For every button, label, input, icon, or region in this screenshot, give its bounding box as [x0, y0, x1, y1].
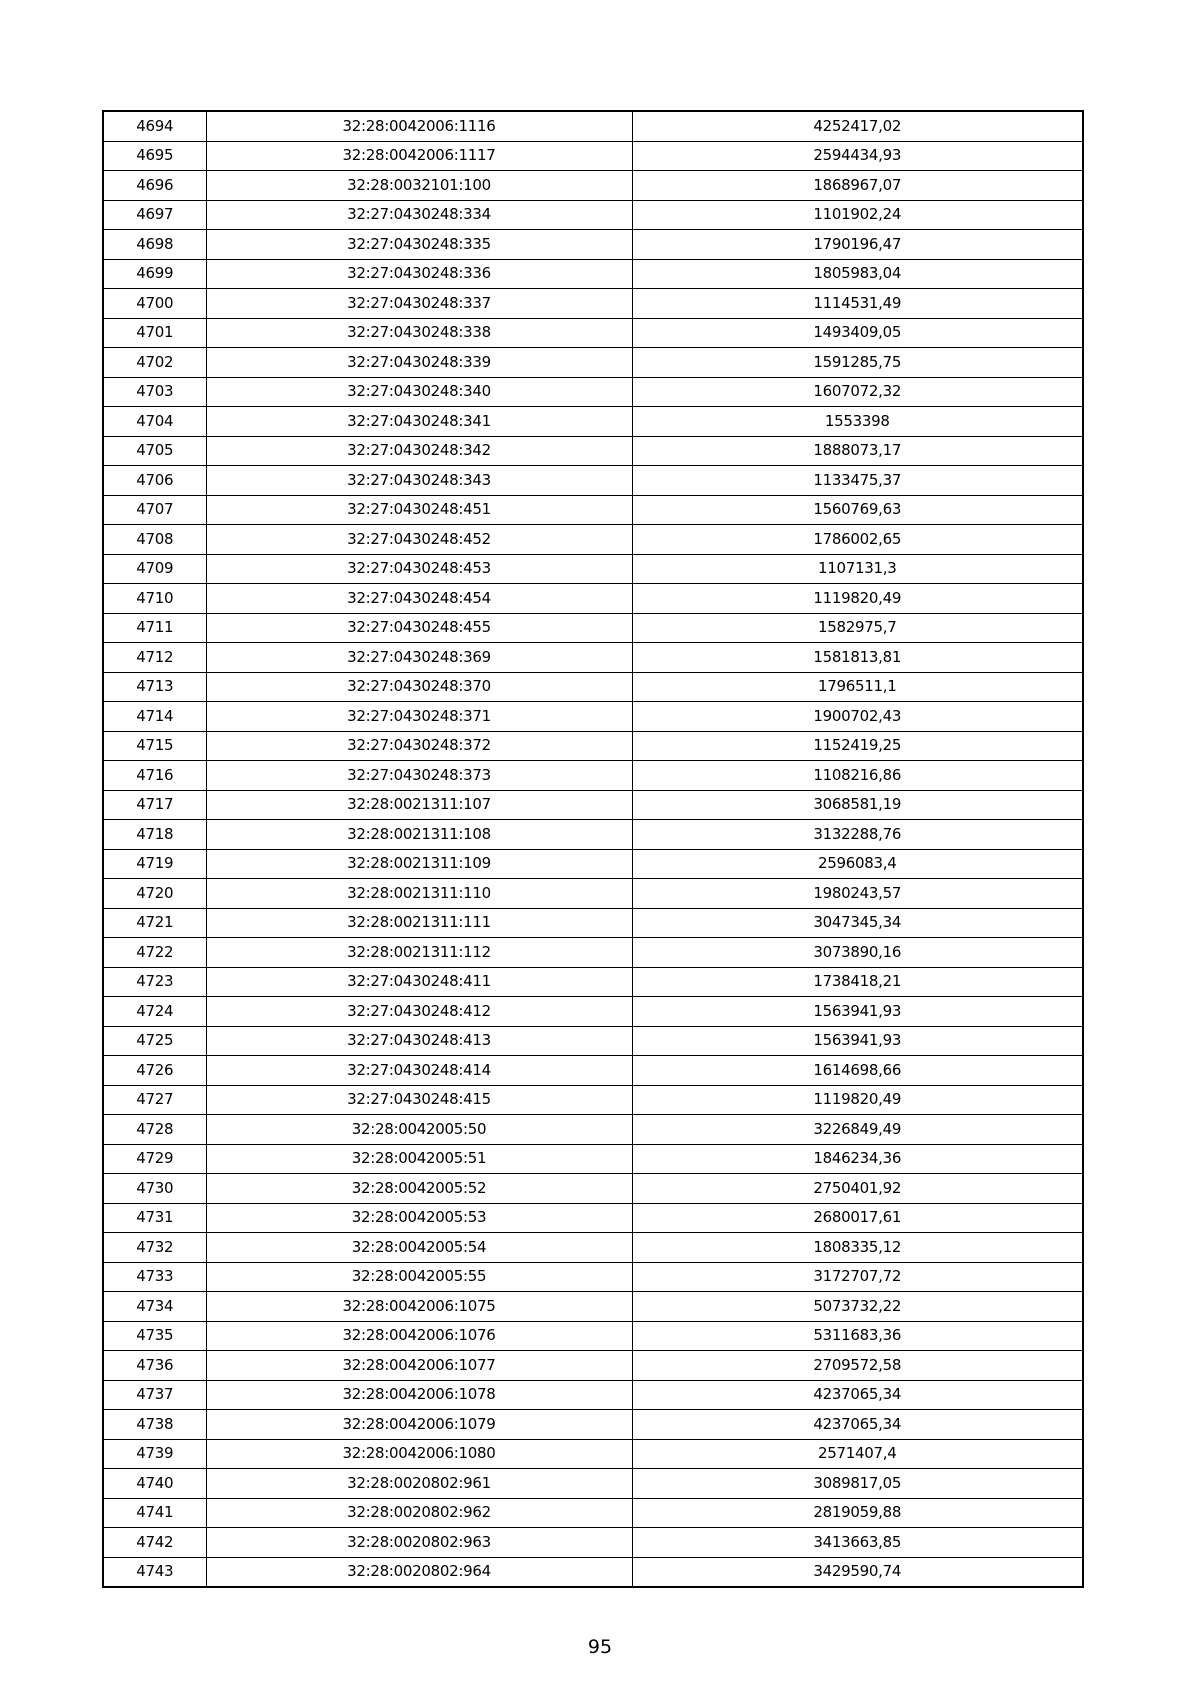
cadastral-number-cell: 32:28:0021311:107 [206, 790, 632, 820]
row-number-cell: 4733 [103, 1262, 206, 1292]
table-row [103, 613, 1083, 643]
cadastral-number-cell: 32:28:0042005:54 [206, 1233, 632, 1263]
table-row [103, 820, 1083, 850]
row-number-cell: 4713 [103, 672, 206, 702]
row-number-cell: 4710 [103, 584, 206, 614]
cadastral-number-cell: 32:28:0042005:52 [206, 1174, 632, 1204]
cadastral-value-cell: 1738418,21 [632, 967, 1083, 997]
cadastral-number-cell: 32:28:0042006:1077 [206, 1351, 632, 1381]
cadastral-number-cell: 32:28:0020802:964 [206, 1557, 632, 1587]
table-row [103, 171, 1083, 201]
cadastral-value-cell: 5073732,22 [632, 1292, 1083, 1322]
table-row [103, 1056, 1083, 1086]
cadastral-value-cell: 4252417,02 [632, 111, 1083, 141]
cadastral-number-cell: 32:27:0430248:338 [206, 318, 632, 348]
cadastral-number-cell: 32:27:0430248:341 [206, 407, 632, 437]
cadastral-value-cell: 1107131,3 [632, 554, 1083, 584]
row-number-cell: 4721 [103, 908, 206, 938]
cadastral-value-cell: 4237065,34 [632, 1380, 1083, 1410]
cadastral-value-cell: 2819059,88 [632, 1498, 1083, 1528]
cadastral-value-cell: 1888073,17 [632, 436, 1083, 466]
table-row [103, 1498, 1083, 1528]
cadastral-number-cell: 32:27:0430248:414 [206, 1056, 632, 1086]
row-number-cell: 4726 [103, 1056, 206, 1086]
cadastral-number-cell: 32:27:0430248:340 [206, 377, 632, 407]
row-number-cell: 4740 [103, 1469, 206, 1499]
cadastral-number-cell: 32:28:0020802:961 [206, 1469, 632, 1499]
table-row [103, 1144, 1083, 1174]
cadastral-value-cell: 3089817,05 [632, 1469, 1083, 1499]
cadastral-value-cell: 1846234,36 [632, 1144, 1083, 1174]
cadastral-number-cell: 32:27:0430248:371 [206, 702, 632, 732]
cadastral-value-cell: 2571407,4 [632, 1439, 1083, 1469]
table-row [103, 879, 1083, 909]
row-number-cell: 4737 [103, 1380, 206, 1410]
table-row [103, 377, 1083, 407]
row-number-cell: 4738 [103, 1410, 206, 1440]
row-number-cell: 4724 [103, 997, 206, 1027]
row-number-cell: 4703 [103, 377, 206, 407]
cadastral-value-cell: 3068581,19 [632, 790, 1083, 820]
table-row [103, 348, 1083, 378]
table-row [103, 230, 1083, 260]
cadastral-value-cell: 3172707,72 [632, 1262, 1083, 1292]
row-number-cell: 4720 [103, 879, 206, 909]
cadastral-number-cell: 32:28:0042006:1078 [206, 1380, 632, 1410]
cadastral-number-cell: 32:28:0042005:55 [206, 1262, 632, 1292]
row-number-cell: 4718 [103, 820, 206, 850]
table-row [103, 643, 1083, 673]
cadastral-value-cell: 1119820,49 [632, 584, 1083, 614]
cadastral-value-cell: 1493409,05 [632, 318, 1083, 348]
table-row [103, 200, 1083, 230]
cadastral-value-cell: 1581813,81 [632, 643, 1083, 673]
row-number-cell: 4725 [103, 1026, 206, 1056]
table-row [103, 761, 1083, 791]
table-row [103, 584, 1083, 614]
cadastral-number-cell: 32:27:0430248:454 [206, 584, 632, 614]
table-row [103, 1203, 1083, 1233]
cadastral-value-cell: 1868967,07 [632, 171, 1083, 201]
cadastral-number-cell: 32:27:0430248:342 [206, 436, 632, 466]
cadastral-number-cell: 32:27:0430248:369 [206, 643, 632, 673]
table-row [103, 1351, 1083, 1381]
cadastral-number-cell: 32:27:0430248:452 [206, 525, 632, 555]
cadastral-value-cell: 1805983,04 [632, 259, 1083, 289]
table-row [103, 259, 1083, 289]
cadastral-value-cell: 1101902,24 [632, 200, 1083, 230]
table-row [103, 436, 1083, 466]
cadastral-value-cell: 1607072,32 [632, 377, 1083, 407]
row-number-cell: 4735 [103, 1321, 206, 1351]
cadastral-number-cell: 32:28:0020802:962 [206, 1498, 632, 1528]
cadastral-number-cell: 32:27:0430248:343 [206, 466, 632, 496]
row-number-cell: 4694 [103, 111, 206, 141]
cadastral-number-cell: 32:28:0020802:963 [206, 1528, 632, 1558]
row-number-cell: 4714 [103, 702, 206, 732]
table-row [103, 790, 1083, 820]
row-number-cell: 4715 [103, 731, 206, 761]
cadastral-value-cell: 1108216,86 [632, 761, 1083, 791]
cadastral-number-cell: 32:27:0430248:336 [206, 259, 632, 289]
cadastral-number-cell: 32:28:0042005:51 [206, 1144, 632, 1174]
cadastral-value-cell: 4237065,34 [632, 1410, 1083, 1440]
cadastral-value-cell: 1553398 [632, 407, 1083, 437]
cadastral-number-cell: 32:27:0430248:339 [206, 348, 632, 378]
cadastral-number-cell: 32:27:0430248:411 [206, 967, 632, 997]
row-number-cell: 4704 [103, 407, 206, 437]
row-number-cell: 4711 [103, 613, 206, 643]
cadastral-value-cell: 1900702,43 [632, 702, 1083, 732]
cadastral-number-cell: 32:27:0430248:412 [206, 997, 632, 1027]
row-number-cell: 4729 [103, 1144, 206, 1174]
table-row [103, 1085, 1083, 1115]
table-row [103, 731, 1083, 761]
cadastral-value-cell: 1790196,47 [632, 230, 1083, 260]
cadastral-number-cell: 32:27:0430248:413 [206, 1026, 632, 1056]
table-row [103, 1528, 1083, 1558]
cadastral-value-cell: 1786002,65 [632, 525, 1083, 555]
cadastral-value-cell: 2596083,4 [632, 849, 1083, 879]
row-number-cell: 4706 [103, 466, 206, 496]
table-row [103, 702, 1083, 732]
table-body [103, 111, 1083, 1587]
cadastral-number-cell: 32:27:0430248:337 [206, 289, 632, 319]
table-row [103, 1439, 1083, 1469]
cadastral-number-cell: 32:28:0032101:100 [206, 171, 632, 201]
table-row [103, 554, 1083, 584]
row-number-cell: 4699 [103, 259, 206, 289]
row-number-cell: 4743 [103, 1557, 206, 1587]
row-number-cell: 4698 [103, 230, 206, 260]
table-row [103, 407, 1083, 437]
cadastral-number-cell: 32:27:0430248:334 [206, 200, 632, 230]
cadastral-value-cell: 3073890,16 [632, 938, 1083, 968]
table-row [103, 1115, 1083, 1145]
table-row [103, 1292, 1083, 1322]
cadastral-value-cell: 1119820,49 [632, 1085, 1083, 1115]
cadastral-number-cell: 32:28:0042006:1079 [206, 1410, 632, 1440]
row-number-cell: 4739 [103, 1439, 206, 1469]
row-number-cell: 4707 [103, 495, 206, 525]
cadastral-value-cell: 3047345,34 [632, 908, 1083, 938]
row-number-cell: 4723 [103, 967, 206, 997]
cadastral-number-cell: 32:28:0042006:1117 [206, 141, 632, 171]
cadastral-number-cell: 32:28:0042006:1075 [206, 1292, 632, 1322]
row-number-cell: 4696 [103, 171, 206, 201]
cadastral-number-cell: 32:28:0042006:1116 [206, 111, 632, 141]
cadastral-number-cell: 32:28:0021311:110 [206, 879, 632, 909]
cadastral-number-cell: 32:28:0021311:109 [206, 849, 632, 879]
table-row [103, 1321, 1083, 1351]
cadastral-number-cell: 32:27:0430248:372 [206, 731, 632, 761]
cadastral-number-cell: 32:28:0021311:111 [206, 908, 632, 938]
cadastral-number-cell: 32:28:0042005:53 [206, 1203, 632, 1233]
table-row [103, 289, 1083, 319]
table-row [103, 1557, 1083, 1587]
page-number: 95 [587, 1636, 613, 1658]
cadastral-value-cell: 1133475,37 [632, 466, 1083, 496]
cadastral-value-cell: 1614698,66 [632, 1056, 1083, 1086]
cadastral-value-cell: 1563941,93 [632, 1026, 1083, 1056]
table-row [103, 1262, 1083, 1292]
table-row [103, 318, 1083, 348]
table-row [103, 1233, 1083, 1263]
row-number-cell: 4701 [103, 318, 206, 348]
row-number-cell: 4728 [103, 1115, 206, 1145]
row-number-cell: 4731 [103, 1203, 206, 1233]
cadastral-number-cell: 32:28:0021311:112 [206, 938, 632, 968]
cadastral-number-cell: 32:28:0042006:1080 [206, 1439, 632, 1469]
table-row [103, 938, 1083, 968]
cadastral-value-cell: 1980243,57 [632, 879, 1083, 909]
cadastral-number-cell: 32:27:0430248:370 [206, 672, 632, 702]
row-number-cell: 4722 [103, 938, 206, 968]
row-number-cell: 4717 [103, 790, 206, 820]
cadastral-number-cell: 32:28:0042006:1076 [206, 1321, 632, 1351]
table-row [103, 672, 1083, 702]
row-number-cell: 4697 [103, 200, 206, 230]
row-number-cell: 4727 [103, 1085, 206, 1115]
row-number-cell: 4730 [103, 1174, 206, 1204]
table-row [103, 495, 1083, 525]
cadastral-value-table [102, 110, 1084, 1588]
table-row [103, 1174, 1083, 1204]
cadastral-number-cell: 32:27:0430248:451 [206, 495, 632, 525]
cadastral-value-cell: 1796511,1 [632, 672, 1083, 702]
cadastral-value-cell: 1591285,75 [632, 348, 1083, 378]
cadastral-number-cell: 32:28:0042005:50 [206, 1115, 632, 1145]
row-number-cell: 4695 [103, 141, 206, 171]
cadastral-number-cell: 32:27:0430248:455 [206, 613, 632, 643]
cadastral-value-cell: 3429590,74 [632, 1557, 1083, 1587]
row-number-cell: 4712 [103, 643, 206, 673]
cadastral-number-cell: 32:27:0430248:373 [206, 761, 632, 791]
cadastral-value-cell: 2709572,58 [632, 1351, 1083, 1381]
cadastral-number-cell: 32:28:0021311:108 [206, 820, 632, 850]
table-row [103, 997, 1083, 1027]
table-row [103, 849, 1083, 879]
row-number-cell: 4709 [103, 554, 206, 584]
row-number-cell: 4736 [103, 1351, 206, 1381]
cadastral-value-cell: 1152419,25 [632, 731, 1083, 761]
row-number-cell: 4742 [103, 1528, 206, 1558]
table-row [103, 1026, 1083, 1056]
table-row [103, 1469, 1083, 1499]
row-number-cell: 4700 [103, 289, 206, 319]
cadastral-value-cell: 3226849,49 [632, 1115, 1083, 1145]
table-row [103, 141, 1083, 171]
cadastral-number-cell: 32:27:0430248:415 [206, 1085, 632, 1115]
row-number-cell: 4716 [103, 761, 206, 791]
cadastral-value-cell: 1563941,93 [632, 997, 1083, 1027]
cadastral-value-cell: 1114531,49 [632, 289, 1083, 319]
table-row [103, 967, 1083, 997]
row-number-cell: 4732 [103, 1233, 206, 1263]
row-number-cell: 4734 [103, 1292, 206, 1322]
table-row [103, 908, 1083, 938]
table-row [103, 1410, 1083, 1440]
cadastral-value-cell: 3413663,85 [632, 1528, 1083, 1558]
cadastral-number-cell: 32:27:0430248:335 [206, 230, 632, 260]
table-row [103, 111, 1083, 141]
row-number-cell: 4702 [103, 348, 206, 378]
cadastral-value-cell: 2594434,93 [632, 141, 1083, 171]
table-row [103, 525, 1083, 555]
row-number-cell: 4719 [103, 849, 206, 879]
cadastral-value-cell: 3132288,76 [632, 820, 1083, 850]
cadastral-value-cell: 2750401,92 [632, 1174, 1083, 1204]
cadastral-value-cell: 1582975,7 [632, 613, 1083, 643]
cadastral-value-cell: 2680017,61 [632, 1203, 1083, 1233]
cadastral-value-cell: 1560769,63 [632, 495, 1083, 525]
row-number-cell: 4705 [103, 436, 206, 466]
row-number-cell: 4708 [103, 525, 206, 555]
row-number-cell: 4741 [103, 1498, 206, 1528]
cadastral-value-cell: 1808335,12 [632, 1233, 1083, 1263]
cadastral-number-cell: 32:27:0430248:453 [206, 554, 632, 584]
cadastral-value-cell: 5311683,36 [632, 1321, 1083, 1351]
table-row [103, 1380, 1083, 1410]
table-row [103, 466, 1083, 496]
